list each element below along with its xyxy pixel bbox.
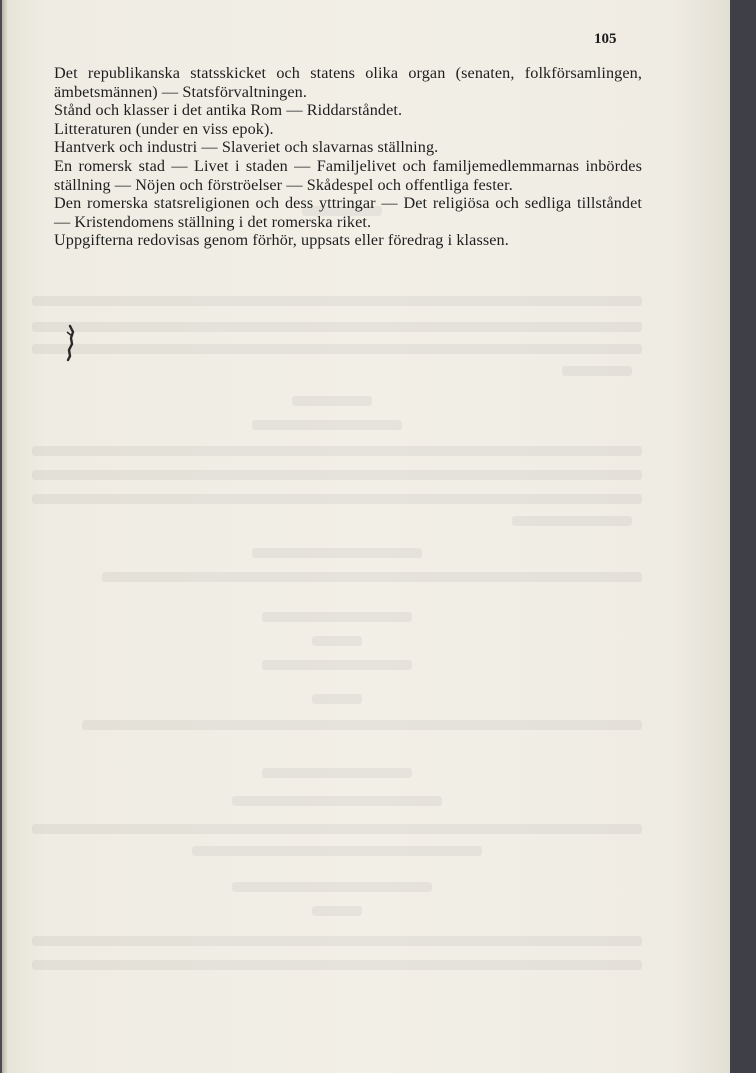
scanner-background — [730, 0, 756, 1073]
show-through-line — [292, 396, 372, 406]
show-through-line — [32, 960, 642, 970]
show-through-line — [32, 446, 642, 456]
show-through-line — [32, 494, 642, 504]
show-through-line — [512, 516, 632, 526]
show-through-line — [32, 936, 642, 946]
show-through-line — [192, 846, 482, 856]
show-through-line — [102, 572, 642, 582]
show-through-line — [312, 636, 362, 646]
show-through-line — [232, 882, 432, 892]
show-through-line — [32, 296, 642, 306]
paragraph: Litteraturen (under en viss epok). — [54, 119, 274, 138]
show-through-line — [262, 660, 412, 670]
show-through-line — [232, 796, 442, 806]
ink-mark — [64, 324, 76, 362]
paragraph: Stånd och klasser i det antika Rom — Riddarståndet. — [54, 101, 403, 120]
page-number: 105 — [594, 31, 617, 47]
paragraph: Uppgifterna redovisas genom förhör, uppsats eller föredrag i klassen. — [54, 231, 509, 250]
show-through-line — [312, 906, 362, 916]
show-through-line — [252, 548, 422, 558]
paragraph: Det republikanska statsskicket och statens olika organ (senaten, folkförsamlingen, ämbetsmännen) — Statsförvaltningen. — [54, 64, 642, 101]
show-through-line — [32, 824, 642, 834]
book-page — [2, 0, 730, 1073]
show-through-line — [562, 366, 632, 376]
show-through-line — [32, 344, 642, 354]
show-through-line — [32, 470, 642, 480]
show-through-line — [82, 720, 642, 730]
show-through-line — [262, 768, 412, 778]
show-through-line — [262, 612, 412, 622]
show-through-line — [312, 694, 362, 704]
show-through-line — [32, 322, 642, 332]
paragraph: Den romerska statsreligionen och dess yttringar — Det religiösa och sedliga tillståndet — Kristendomens ställning i det romerska riket. — [54, 194, 642, 231]
show-through-line — [252, 420, 402, 430]
page-gutter-shadow — [2, 0, 8, 1073]
page-body-text — [54, 64, 642, 250]
paragraph: Hantverk och industri — Slaveriet och slavarnas ställning. — [54, 138, 439, 157]
paragraph: En romersk stad — Livet i staden — Familjelivet och familjemedlemmarnas inbördes ställning — Nöjen och förströelser — Skådespel och offentliga fester. — [54, 156, 642, 194]
